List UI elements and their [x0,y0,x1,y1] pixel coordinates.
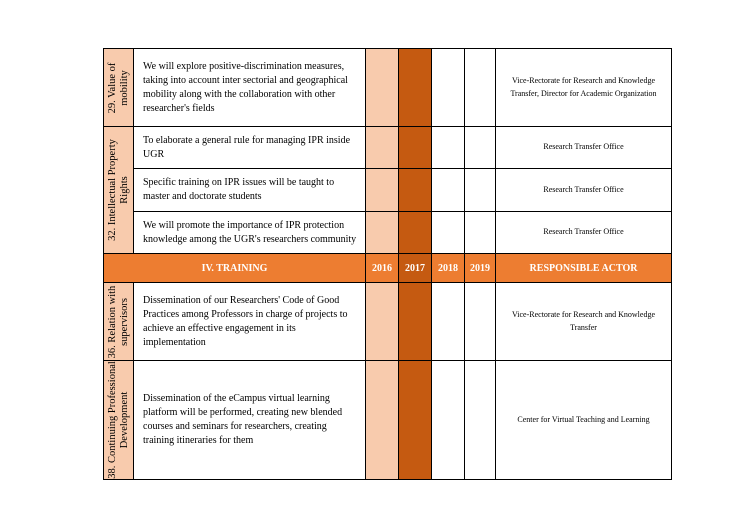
year-2019-cell [465,127,496,169]
year-2016-cell [366,283,399,361]
section-title: IV. TRAINING [104,254,366,283]
responsible-actor: Vice-Rectorate for Research and Knowledge Transfer [496,283,672,361]
year-2018-cell [432,49,465,127]
year-2016-cell [366,212,399,254]
year-2019-cell [465,212,496,254]
year-header: 2018 [432,254,465,283]
year-2016-cell [366,361,399,480]
year-2019-cell [465,361,496,480]
year-header: 2016 [366,254,399,283]
actor-header: RESPONSIBLE ACTOR [496,254,672,283]
training-header-row [104,254,672,283]
category-cell [104,49,134,127]
action-description: We will explore positive-discrimination measures, taking into account inter sectorial and geographical mobility along with the collaboration with other researcher's fields [134,49,366,127]
table-row [104,169,672,212]
year-2019-cell [465,49,496,127]
year-header: 2017 [399,254,432,283]
year-2017-cell [399,49,432,127]
action-description: To elaborate a general rule for managing IPR inside UGR [134,127,366,169]
action-description: Dissemination of the eCampus virtual learning platform will be performed, creating new blended courses and seminars for researchers, creating training itineraries for them [134,361,366,480]
category-label: Rights [118,176,130,204]
category-label: 29. Value of [106,62,118,113]
category-label: supervisors [118,297,130,346]
category-label: 38. Continuing Professional [106,361,118,479]
category-cell [104,283,134,361]
year-2017-cell [399,283,432,361]
year-2018-cell [432,212,465,254]
category-label: 36. Relation with [106,285,118,358]
year-2016-cell [366,49,399,127]
category-cell [104,127,134,254]
table-row [104,283,672,361]
year-2019-cell [465,169,496,212]
responsible-actor: Research Transfer Office [496,212,672,254]
year-header: 2019 [465,254,496,283]
action-plan-table [103,48,672,480]
responsible-actor: Research Transfer Office [496,127,672,169]
action-description: We will promote the importance of IPR protection knowledge among the UGR's researchers community [134,212,366,254]
table-row [104,49,672,127]
action-description: Specific training on IPR issues will be taught to master and doctorate students [134,169,366,212]
year-2016-cell [366,169,399,212]
category-label: 32. Intellectual Property [106,139,118,241]
action-description: Dissemination of our Researchers' Code of Good Practices among Professors in charge of projects to achieve an effective engagement in its implementation [134,283,366,361]
responsible-actor: Vice-Rectorate for Research and Knowledge Transfer, Director for Academic Organization [496,49,672,127]
category-label: mobility [118,69,130,106]
table-row [104,361,672,480]
table-row [104,212,672,254]
table-row [104,127,672,169]
year-2017-cell [399,127,432,169]
category-cell [104,361,134,480]
responsible-actor: Center for Virtual Teaching and Learning [496,361,672,480]
year-2017-cell [399,212,432,254]
responsible-actor: Research Transfer Office [496,169,672,212]
year-2018-cell [432,283,465,361]
year-2019-cell [465,283,496,361]
year-2018-cell [432,361,465,480]
year-2018-cell [432,169,465,212]
year-2017-cell [399,361,432,480]
year-2016-cell [366,127,399,169]
year-2017-cell [399,169,432,212]
year-2018-cell [432,127,465,169]
category-label: Development [118,391,130,449]
